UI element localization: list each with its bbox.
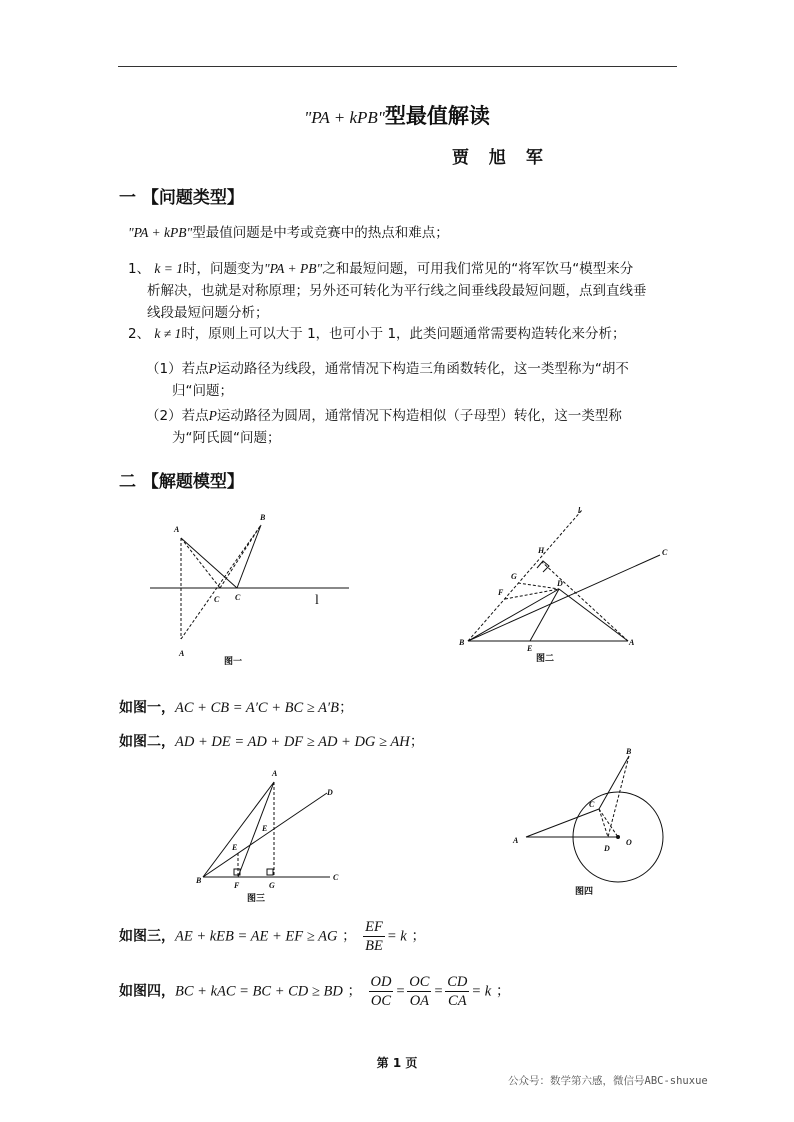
fraction-oc-oa: $\frac{OC}{OA}$ — [409, 974, 430, 1009]
label-D: D — [327, 788, 333, 797]
label-C: C — [662, 548, 668, 557]
label-B: B — [626, 747, 632, 756]
page-number: 第 1 页 — [376, 1056, 418, 1070]
label-A: A — [513, 836, 519, 845]
watermark: 公众号：数学第六感，微信号ABC-shuxue — [508, 1075, 708, 1087]
figure-3 — [190, 765, 350, 907]
figure-1-caption: 图一 — [224, 657, 243, 667]
label-D: D — [557, 579, 563, 588]
figure-4 — [508, 745, 678, 895]
equation-2: 如图二，AD + DE = AD + DF ≥ AD + DG ≥ AH； — [119, 734, 425, 750]
intro-paragraph: "PA + kPB"型最值问题是中考或竞赛中的热点和难点； — [128, 225, 449, 241]
label-A: A — [272, 769, 278, 778]
label-E-prime: E — [262, 824, 268, 833]
figure-1 — [145, 508, 365, 673]
section-1-heading: 一 【问题类型】 — [119, 188, 244, 208]
label-O: O — [626, 838, 632, 847]
fraction-cd-ca: $\frac{CD}{CA}$ — [447, 974, 468, 1009]
fraction-ef-be: $\frac{EF}{BE}$ — [365, 919, 383, 954]
section-2-heading: 二 【解题模型】 — [119, 472, 244, 492]
equation-3: 如图三，AE + kEB = AE + EF ≥ AG ； $\frac{EF}{BE}$ = k ； — [119, 919, 426, 954]
label-C: C — [235, 593, 241, 602]
label-E: E — [232, 843, 238, 852]
sub-item-1: （1）若点P运动路径为线段，通常情况下构造三角函数转化，这一类型称为“胡不 归“问题； — [146, 361, 629, 399]
label-G: G — [511, 572, 517, 581]
figure-2-caption: 图二 — [536, 654, 555, 664]
label-D: D — [604, 844, 610, 853]
page-title: "PA + kPB"型最值解读 — [304, 104, 490, 128]
label-l: l — [578, 506, 581, 515]
equation-1: 如图一，AC + CB = A′C + BC ≥ A′B； — [119, 700, 354, 716]
label-B: B — [459, 638, 465, 647]
label-l: l — [315, 593, 319, 608]
label-E: E — [527, 644, 533, 653]
item-2: 2、 k ≠ 1时，原则上可以大于 1，也可小于 1，此类问题通常需要构造转化来分析； — [128, 326, 626, 342]
figure-3-caption: 图三 — [247, 894, 266, 904]
label-B: B — [196, 876, 202, 885]
figure-4-caption: 图四 — [575, 887, 594, 895]
item-1: 1、 k = 1时，问题变为"PA + PB"之和最短问题，可用我们常见的“将军饮马“模型来分 析解决，也就是对称原理；另外还可转化为平行线之间垂线段最短问题，点到直线垂 线段最短问题分析； — [128, 261, 647, 321]
sub-item-2: （2）若点P运动路径为圆周，通常情况下构造相似（子母型）转化，这一类型称 为“阿氏圆“问题； — [146, 408, 622, 446]
label-B: B — [260, 513, 266, 522]
label-A: A — [629, 638, 635, 647]
equation-4: 如图四，BC + kAC = BC + CD ≥ BD ； $\frac{OD}{OC}$ = $\frac{OC}{OA}$ = $\frac{CD}{CA}$ = k ； — [119, 974, 511, 1009]
label-F: F — [234, 881, 240, 890]
label-C1: C — [214, 595, 220, 604]
header-rule — [118, 66, 677, 67]
label-H: H — [538, 546, 545, 555]
label-C: C — [589, 800, 595, 809]
label-G: G — [269, 881, 275, 890]
figure-2 — [448, 500, 678, 668]
label-C: C — [333, 873, 339, 882]
label-A-prime: A — [179, 649, 185, 658]
label-F: F — [498, 588, 504, 597]
fraction-od-oc: $\frac{OD}{OC}$ — [370, 974, 392, 1009]
label-A: A — [174, 525, 180, 534]
author: 贾 旭 军 — [452, 148, 550, 168]
